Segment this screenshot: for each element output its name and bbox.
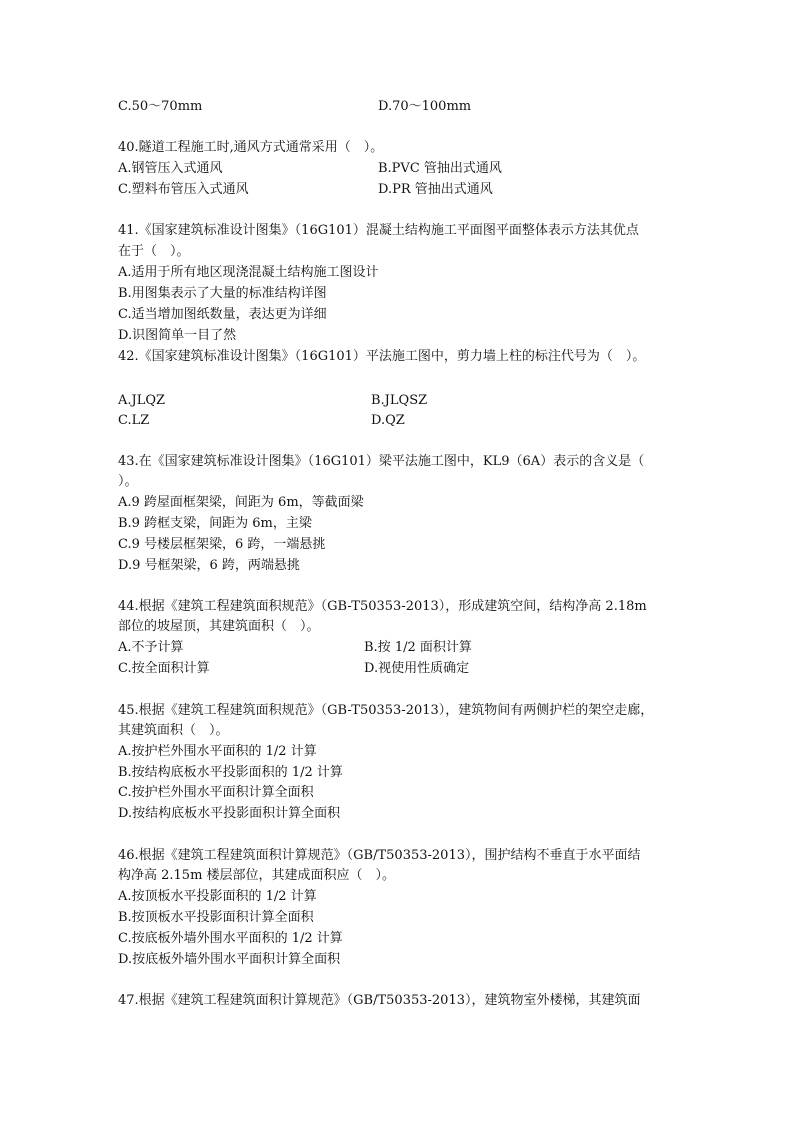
q44-option-d: D.视使用性质确定 [364, 661, 470, 676]
q41-stem-line1: 41.《国家建筑标准设计图集》（16G101）混凝土结构施工平面图平面整体表示方法其优点 [118, 223, 639, 238]
q42-option-c: C.LZ [118, 413, 150, 428]
q41-stem-line2: 在于（ ）。 [118, 244, 190, 259]
q42-stem: 42.《国家建筑标准设计图集》（16G101）平法施工图中，剪力墙上柱的标注代号为（ ）。 [118, 349, 646, 364]
q40-option-d: D.PR 管抽出式通风 [378, 182, 493, 197]
q42-option-a: A.JLQZ [118, 393, 166, 408]
q44-option-a: A.不予计算 [118, 640, 184, 655]
q46-option-d: D.按底板外墙外围水平面积计算全面积 [118, 952, 341, 967]
q45-option-a: A.按护栏外围水平面积的 1/2 计算 [118, 744, 317, 759]
q46-option-a: A.按顶板水平投影面积的 1/2 计算 [118, 889, 317, 904]
q43-option-b: B.9 跨框支梁，间距为 6m，主梁 [118, 516, 312, 531]
q40-stem: 40.隧道工程施工时,通风方式通常采用（ ）。 [118, 140, 384, 155]
q45-option-d: D.按结构底板水平投影面积计算全面积 [118, 806, 341, 821]
q42-option-b: B.JLQSZ [371, 393, 428, 408]
q41-option-d: D.识图简单一目了然 [118, 328, 237, 343]
q44-option-b: B.按 1/2 面积计算 [364, 640, 472, 655]
q45-option-c: C.按护栏外围水平面积计算全面积 [118, 785, 314, 800]
q41-option-a: A.适用于所有地区现浇混凝土结构施工图设计 [118, 265, 379, 280]
q42-option-d: D.QZ [371, 413, 405, 428]
q43-option-d: D.9 号框架梁，6 跨，两端悬挑 [118, 558, 300, 573]
q45-stem-line2: 其建筑面积（ ）。 [118, 723, 229, 738]
q39-option-c: C.50～70mm [118, 99, 203, 114]
q44-stem-line2: 部位的坡屋顶，其建筑面积（ ）。 [118, 619, 320, 634]
q41-option-c: C.适当增加图纸数量，表达更为详细 [118, 307, 327, 322]
q41-option-b: B.用图集表示了大量的标准结构详图 [118, 286, 327, 301]
q46-option-c: C.按底板外墙外围水平面积的 1/2 计算 [118, 931, 343, 946]
q44-option-c: C.按全面积计算 [118, 661, 210, 676]
q40-option-a: A.钢管压入式通风 [118, 161, 223, 176]
q45-stem-line1: 45.根据《建筑工程建筑面积规范》（GB-T50353-2013），建筑物间有两侧护栏的架空走廊， [118, 703, 654, 718]
q44-stem-line1: 44.根据《建筑工程建筑面积规范》（GB-T50353-2013），形成建筑空间，结构净高 2.18m [118, 599, 647, 614]
q43-stem-line1: 43.在《国家建筑标准设计图集》（16G101）梁平法施工图中，KL9（6A）表示的含义是（ [118, 454, 645, 469]
q43-option-a: A.9 跨屋面框架梁，间距为 6m，等截面梁 [118, 495, 364, 510]
q39-option-d: D.70～100mm [378, 99, 472, 114]
q40-option-c: C.塑料布管压入式通风 [118, 182, 249, 197]
q40-option-b: B.PVC 管抽出式通风 [378, 161, 502, 176]
q45-option-b: B.按结构底板水平投影面积的 1/2 计算 [118, 765, 343, 780]
q47-stem-line1: 47.根据《建筑工程建筑面积计算规范》（GB/T50353-2013），建筑物室外楼梯，其建筑面 [118, 993, 641, 1008]
q43-stem-line2: ）。 [118, 474, 138, 489]
q43-option-c: C.9 号楼层框架梁，6 跨，一端悬挑 [118, 537, 326, 552]
q46-stem-line1: 46.根据《建筑工程建筑面积计算规范》（GB/T50353-2013），围护结构不垂直于水平面结 [118, 848, 641, 863]
q46-option-b: B.按顶板水平投影面积计算全面积 [118, 910, 314, 925]
q46-stem-line2: 构净高 2.15m 楼层部位，其建成面积应（ ）。 [118, 868, 396, 883]
